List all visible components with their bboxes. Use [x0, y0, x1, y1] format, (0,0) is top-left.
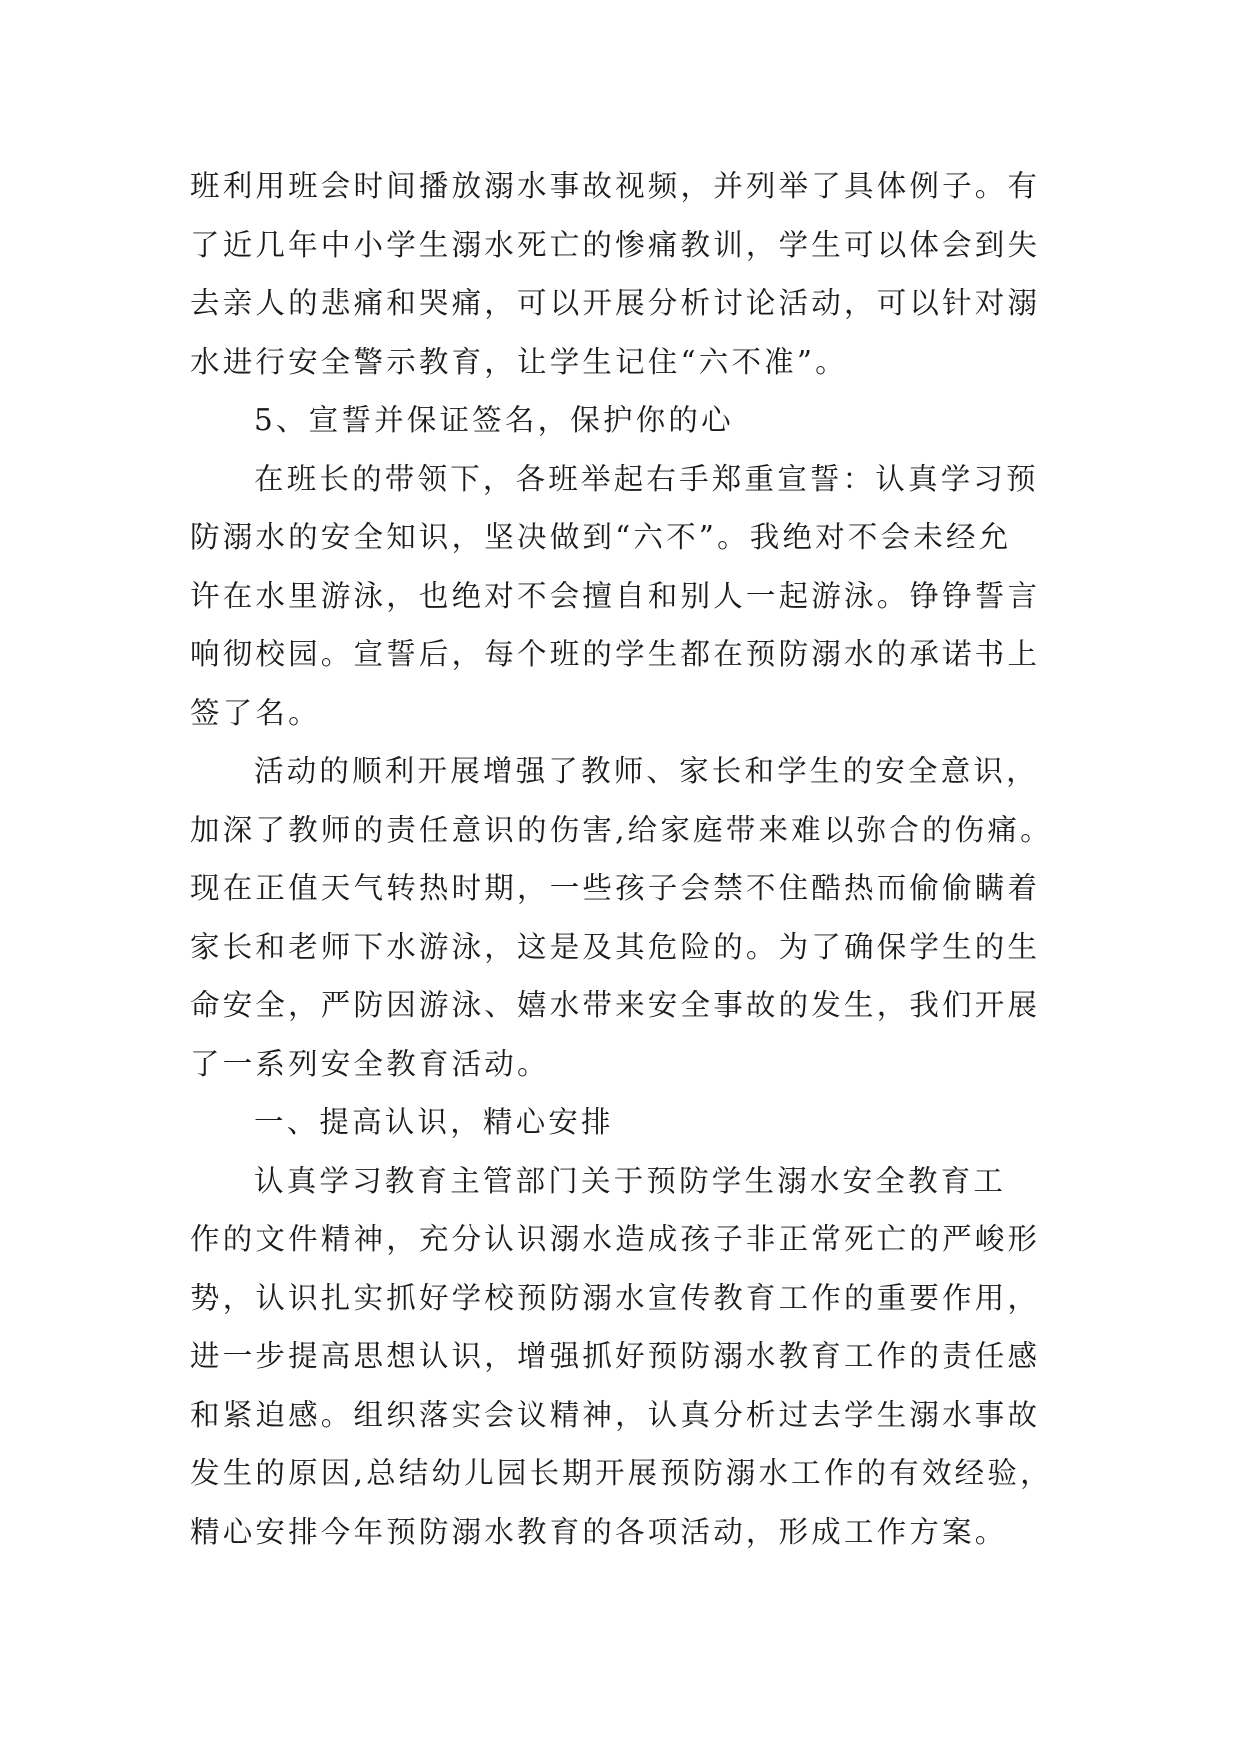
- text-line: 许在水里游泳，也绝对不会擅自和别人一起游泳。铮铮誓言: [190, 578, 1041, 613]
- text-line: 加深了教师的责任意识的伤害,给家庭带来难以弥合的伤痛。: [190, 812, 1053, 847]
- text-line: 响彻校园。宣誓后，每个班的学生都在预防溺水的承诺书上: [190, 637, 1041, 671]
- text-line: 精心安排今年预防溺水教育的各项活动，形成工作方案。: [190, 1514, 1008, 1549]
- section-heading-oath: [190, 391, 1052, 450]
- text-line: 班利用班会时间播放溺水事故视频，并列举了具体例子。有: [190, 169, 1041, 203]
- text-line: 签了名。: [190, 695, 321, 730]
- text-line: 认真学习教育主管部门关于预防学生溺水安全教育工: [254, 1163, 1007, 1198]
- text-line: 现在正值天气转热时期，一些孩子会禁不住酷热而偷偷瞒着: [190, 871, 1041, 905]
- paragraph-awareness: [190, 1152, 1052, 1562]
- text-line: 作的文件精神，充分认识溺水造成孩子非正常死亡的严峻形: [190, 1222, 1041, 1256]
- text-line: 家长和老师下水游泳，这是及其危险的。为了确保学生的生: [190, 929, 1041, 964]
- section-heading-awareness: [190, 1093, 1052, 1152]
- paragraph-drowning-video: [190, 157, 1052, 391]
- text-line: 在班长的带领下，各班举起右手郑重宣誓：认真学习预: [254, 461, 1039, 496]
- text-line: 发生的原因,总结幼儿园长期开展预防溺水工作的有效经验，: [190, 1456, 1053, 1490]
- paragraph-oath: [190, 450, 1052, 743]
- text-line: 命安全，严防因游泳、嬉水带来安全事故的发生，我们开展: [190, 988, 1041, 1022]
- text-line: 活动的顺利开展增强了教师、家长和学生的安全意识，: [254, 754, 1039, 788]
- text-line: 了近几年中小学生溺水死亡的惨痛教训，学生可以体会到失: [190, 227, 1041, 262]
- text-line: 水进行安全警示教育，让学生记住“六不准”。: [190, 344, 848, 379]
- text-line: 去亲人的悲痛和哭痛，可以开展分析讨论活动，可以针对溺: [190, 286, 1041, 320]
- document-page: [190, 157, 1052, 1561]
- text-line: 和紧迫感。组织落实会议精神，认真分析过去学生溺水事故: [190, 1397, 1041, 1432]
- text-line: 势，认识扎实抓好学校预防溺水宣传教育工作的重要作用，: [190, 1280, 1041, 1315]
- text-line: 了一系列安全教育活动。: [190, 1046, 550, 1081]
- text-line: 5、宣誓并保证签名，保护你的心: [254, 403, 734, 437]
- text-line: 进一步提高思想认识，增强抓好预防溺水教育工作的责任感: [190, 1339, 1041, 1373]
- paragraph-activity-summary: [190, 742, 1052, 1093]
- text-line: 防溺水的安全知识，坚决做到“六不”。我绝对不会未经允: [190, 520, 1012, 554]
- text-line: 一、提高认识，精心安排: [254, 1105, 614, 1139]
